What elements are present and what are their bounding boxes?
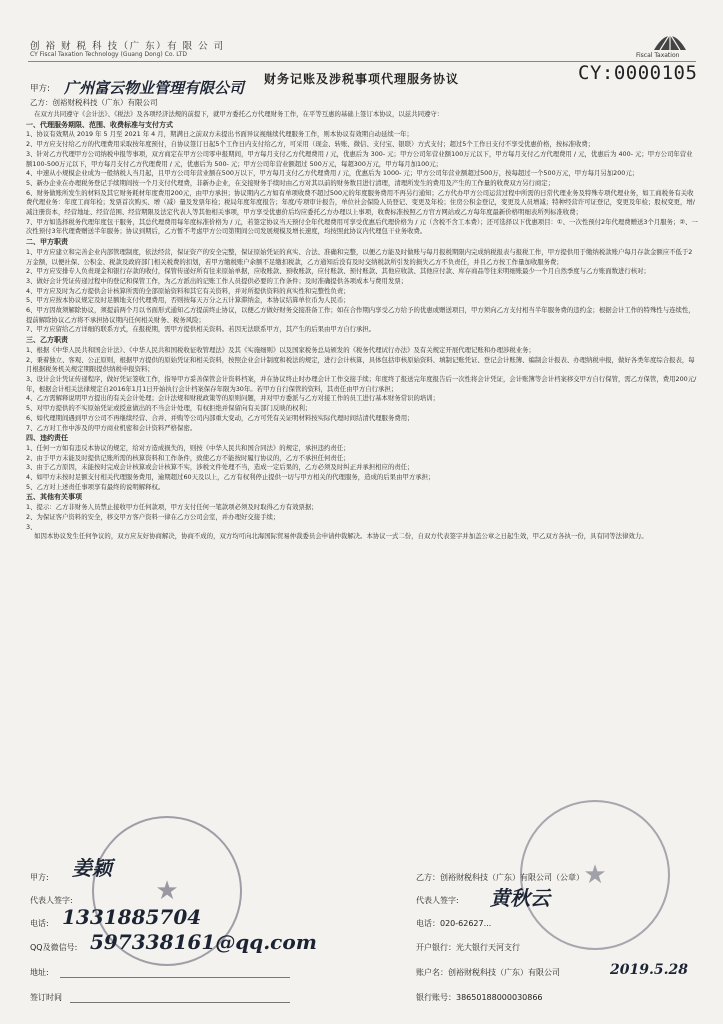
logo-caption: Fiscal Taxation — [636, 52, 680, 59]
contract-number: CY:0000105 — [578, 62, 698, 84]
party-a-address-label: 地址: — [30, 968, 49, 977]
clause-paragraph: 1、甲方应建立和完善企业内部管理制度，依法经营，保证资产的安全完整，保证原始凭证的真实、合法、准确和完整，以便乙方能及时做账与每月报税期限内完成纳税报表与报税工作，甲方提供用于缴纳税款账户每月存款金额应不低于2万金额，以便社保、公积金、税款及政府部门相关税费的扣划，若甲方缴税账户余额不足缴扣税款，乙方通知后没有及时交纳税款所引发的损失乙方不负责任，并且乙方按工作量加收服务费； — [26, 247, 693, 266]
section-heading: 一、代理服务期限、范围、收费标准与支付方式 — [26, 120, 173, 129]
clause-paragraph: 4、中速从小规模企业成为一般纳税人当月起，且甲方公司年营业额在500万以下，甲方每月支付乙方代理费用 / 元，优惠后为 1000- 元；甲方公司年营业额超过500万，按每超过一个500万元，甲方每月另加200元； — [26, 169, 639, 178]
party-a-phone-value: 1331885704 — [62, 905, 202, 929]
party-b-line: 乙方：创裕财税科技（广东）有限公司 — [30, 98, 158, 107]
clause-paragraph: 2、甲方应支付给乙方的代理费用采取按年度预付，自协议签订日起5个工作日内支付给乙方，可采用（现金、转账、微信、支付宝、银联）方式支付；超过5个工作日支付不享受优惠价格，按标准收费； — [26, 140, 595, 149]
clause-paragraph: 6、甲方因故须解除协议，须提前两个月以书面形式通知乙方提前终止协议，以便乙方做好财务交接准备工作；如在合作期内享受乙方给予的优惠或赠送项目，甲方须向乙方支付相当半年服务费的违约金；根据会计工作的特殊性与连续性，提前解除协议乙方将不承担协议期内任何相关财务、税务风险； — [26, 306, 695, 324]
clause-paragraph: 2、为保证客户资料的安全，移交甲方客户资料一律在乙方公司会室，并办理好交接手续； — [26, 512, 280, 521]
clause-paragraph: 2、由于甲方未能及时提供记账所需的核算资料和工作条件，致使乙方不能按时履行协议的，乙方不承担任何责任； — [26, 453, 350, 462]
clause-paragraph: 5、甲方应按本协议规定及时足额地支付代理费用，否则按每天万分之五计算滞纳金，本协议结算单位币为人民币； — [26, 296, 350, 305]
clause-paragraph: 在双方共同遵守《会计法》、《税法》及各项经济法规的前提下，就甲方委托乙方代理财务工作，在平等互惠的基础上签订本协议，以兹共同遵守： — [26, 110, 444, 118]
clause-paragraph: 5、对甲方提供的不实原始凭证或授意做出的不当会计处理，有权拒绝并保留向有关部门反映的权利； — [26, 404, 312, 413]
party-a-phone-label: 电话: — [30, 919, 49, 928]
party-b-rep-label: 代表人签字: — [416, 896, 459, 905]
clause-paragraph: 3、设计会计凭证传递程序，做好凭证签收工作，指导甲方妥善保管会计资料档案，并在协议终止时办理会计工作交接手续；年度终了报送完年度报告后一次性将会计凭证，会计账簿等会计档案移交甲方自行保管，需乙方保管，费用200元/年，根据会计相关法律规定自2016年1月1日开始执行会计档案保存年限为30年。若甲方自行保管的资料，其责任由甲方自行承担； — [26, 374, 697, 393]
document-title: 财务记账及涉税事项代理服务协议 — [263, 72, 459, 86]
star-icon: ★ — [155, 876, 179, 906]
company-name-en: CY Fiscal Taxation Technology (Guang Dong) Co. LTD — [30, 51, 188, 58]
party-a-qq-value: 597338161@qq.com — [90, 930, 317, 954]
party-a-qq-label: QQ及微信号: — [30, 943, 78, 952]
clause-paragraph: 1、根据《中华人民共和国会计法》、《中华人民共和国税收征收管理法》及其《实施细则》以及国家税务总局颁发的《税务代理试行办法》及有关规定开展代理记账和办理涉税业务； — [26, 345, 535, 354]
clause-paragraph: 5、乙方对上述责任事项享有最终的说明解释权。 — [26, 482, 165, 491]
clause-paragraph: 2、甲方应安排专人负责现金和银行存款的收付，保管传递好所有往来原始单据，应收账款、预收账款，应付账款、预付账款、其他应收款、其他应付款、库存商品等往来明细账最少一个月自然季度与乙方账面数进行核对； — [26, 267, 650, 276]
clause-paragraph: 3、由于乙方原因，未能按时完成会计核算或会计核算不实，涉税文件处理不当，造成一定后果的，乙方必须及时纠正并承担相应的责任； — [26, 463, 414, 472]
party-b-sign-date: 2019.5.28 — [610, 962, 688, 978]
party-b-bank-label: 开户银行：光大银行天河支行 — [416, 943, 520, 952]
clause-paragraph: 3、 — [26, 522, 37, 531]
clause-paragraph: 2、秉着独立、客观、公正原则，根据甲方提供的原始凭证和相关资料，按照企业会计制度和税法的规定，进行会计核算，具体包括审核原始资料、填制记账凭证、登记会计账簿、编制会计报表、办理纳税申报，做好各类年度综合报表，每月根据税务机关规定期限提供纳税申报资料； — [26, 355, 695, 374]
clause-paragraph: 3、针对乙方代理甲方公司纳税申报等事项，双方商定在甲方公司零申报期间，甲方每月支付乙方代理费用 / 元，优惠后为 300- 元；甲方公司年营业额100万元以下，甲方每月支付乙方代理费用 / 元，优惠后为 400- 元；甲方公司年营业额100-500万元以下，甲方每月支付乙方代理费用 / 元，优惠后为 500- 元；甲方公司年营业额超过 500万元，每超300万元，甲方每月加100元； — [26, 149, 693, 168]
party-a-sign-label: 甲方: — [30, 873, 49, 882]
clause-paragraph: 4、甲方应及时为乙方提供会计核算所需的全部原始资料和其它有关资料，并对所提供资料的真实性和完整性负责； — [26, 286, 350, 295]
clause-paragraph: 7、甲方应留给乙方详细的联系方式，在报税期，需甲方提供相关资料。若因无法联系甲方，其产生的后果由甲方自行承担。 — [26, 325, 376, 334]
clause-paragraph: 3、做好会计凭证传递过程中的登记和保管工作，为乙方派出的记账工作人员提供必要的工作条件；及时准确提供各项成本与费用发票； — [26, 276, 408, 285]
clause-paragraph: 6、如代理期间遇到甲方公司不再继续经营、合并、并购等公司内部重大变动，乙方可凭有关证明材料按实际代理时间结清代理服务费用； — [26, 413, 414, 422]
section-heading: 四、违约责任 — [26, 434, 68, 443]
star-icon: ★ — [583, 860, 607, 890]
clause-paragraph: 如因本协议发生任何争议的，双方应友好协商解决，协商不成的，双方均可向北海国际贸易仲裁委员会申请仲裁解决。本协议一式二份，自双方代表签字并加盖公章之日起生效，甲乙双方各执一份，具有同等法律效力。 — [26, 532, 648, 541]
party-b-phone-label: 电话：020-62627... — [416, 919, 492, 928]
clause-paragraph: 5、新办企业在办理税务登记手续期间按一个月支付代理费，非新办企业，在交接财务手续时由乙方对其以前的财务数目进行清理，清理所发生的费用及产生的工作量的收费双方另行商定； — [26, 178, 555, 187]
section-heading: 三、乙方职责 — [26, 336, 68, 345]
company-name-cn: 创 裕 财 税 科 技（广 东）有 限 公 司 — [30, 41, 225, 52]
date-line — [70, 1002, 290, 1003]
party-a-rep-label: 代表人签字: — [30, 896, 73, 905]
address-line — [60, 977, 290, 978]
party-a-name-handwritten: 广州富云物业管理有限公司 — [64, 79, 245, 97]
clause-paragraph: 6、财务做账所发生的材料及其它财务耗材年度费用200元，由甲方承担；协议期内乙方如有单项收费不超过500元的年度服务费用不再另行通知；乙方代办甲方公司运营过程中所需的日常代理业务及特殊专项代理业务，如工商税务有关收费代理业务：年度工商年检；发票首次购买、增（减）量及发票年检；税局年度年度报告；年度/专项审计报告，单位社会保险人员登记、变更及年检；住房公积金登记，变更及人员增减；特种经营许可证登记，变更及年检；股权变更，增/减注册资本，经营地址、经营范围、经营期限及法定代表人等其他相关事项，甲方享受优惠价后均应委托乙方办理以上事项，收费标准按照乙方官方网站或乙方每年度最新价格明细表所列标准收费； — [26, 188, 695, 217]
section-heading: 五、其他有关事项 — [26, 493, 82, 502]
shell-logo-icon — [650, 28, 690, 54]
clause-paragraph: 1、任何一方如有违反本协议的规定，给对方造成损失的，则按《中华人民共和国合同法》的规定，承担违约责任； — [26, 443, 350, 452]
party-b-rep-signature: 黄秋云 — [490, 886, 550, 910]
party-a-label: 甲方: — [30, 84, 50, 94]
party-a-rep-signature: 姜颖 — [72, 856, 112, 880]
agreement-body — [26, 110, 698, 542]
party-b-account-name: 账户名：创裕财税科技（广东）有限公司 — [416, 968, 560, 977]
section-heading: 二、甲方职责 — [26, 238, 68, 247]
party-a-date-label: 签订时间 — [30, 993, 62, 1002]
clause-paragraph: 4、乙方需解释说明甲方提出的有关会计处理；会计法规和财税政策等的原则问题，并对甲方委派与乙方对接工作的员工进行基本财务常识的培训； — [26, 394, 440, 403]
party-b-sign-label: 乙方：创裕财税科技（广东）有限公司（公章） — [416, 873, 584, 882]
party-b-account-number: 银行账号：38650188000030866 — [416, 993, 543, 1002]
clause-paragraph: 1、协议有效期从 2019 年 5 月至 2021 年 4 月，期满日之前双方未提出书面异议视继续代理服务工作，则本协议有效期自动延续一年； — [26, 130, 413, 139]
clause-paragraph: 4、如甲方未按时足额支付相关代理服务费用，逾期超过60天及以上，乙方有权利停止提供一切与甲方相关的代理服务，造成的后果由甲方承担； — [26, 473, 435, 482]
clause-paragraph: 7、甲方如选择税务代理年度包干服务，其总代理费用每年度标准价格为 / 元，若签定协议当天预付全年代理费用可享受优惠后代理价格为 / 元（含税不含工本费）；还可选择以下优惠项目：①、一次性预付2年代理费赠送3个月服务；②、一次性预付3年代理费赠送半年服务；协议到期后，乙方暂不考虑甲方公司第期间公司发展规模及增长速度，均按照此协议内代理包干业务收费。 — [26, 217, 698, 236]
clause-paragraph: 7、乙方对工作中涉及的甲方商业机密和会计资料严格保密。 — [26, 423, 197, 432]
clause-paragraph: 1、提示：乙方非财务人员禁止接收甲方任何款项，甲方支付任何一笔款项必须及时取得乙方有效票据； — [26, 503, 318, 512]
